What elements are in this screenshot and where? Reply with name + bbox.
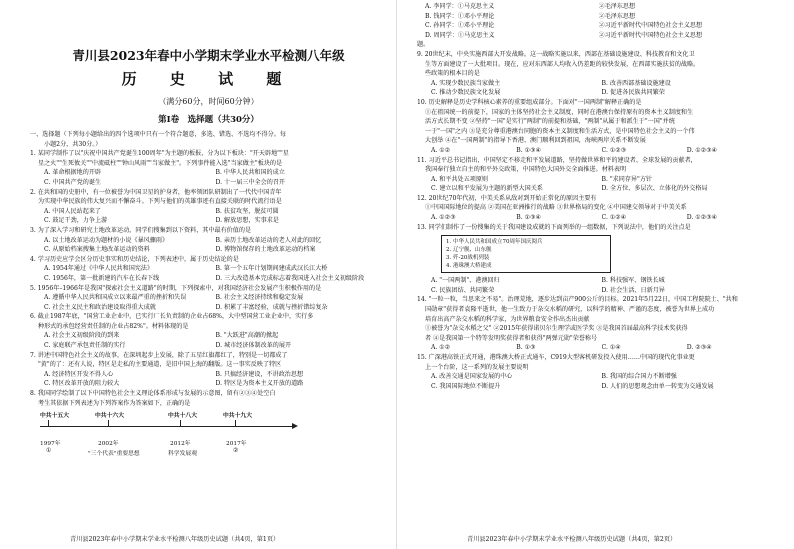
options: A. 革命根据地的开辟 B. 中华人民共和国的成立 [44, 169, 285, 177]
question-8: 8. 我国同学绘制了以下中国特色社会主义理论体系形成与发展的示意图，留有②③④处空白 考生其依据下列表述为下列答案作为答案如下，正确的是 中共十五大 中共十六大 中共十八大 中共十九大 1997年 2002年 2012年 2017年 ① "三个代表"重要思想 科学发展观 ② [30, 389, 387, 458]
timeline-tick [48, 420, 49, 426]
question-7: 7. 讲述中国特色社会主义的故事，在深圳起步上发展，除了五星红旗都红了，特别是一切都成了 "黄"的了：还有人说，特区是走私的主要通道，是旧中国上海的翻版。这一事实反映了特区 A. 经济特区开发不得人心 B. 只搞经济建设，不讲政治思想 C. 特区改革开放的阻力较大 D. 特区是为资本主义开放的道路 [30, 351, 304, 388]
exam-page-2 [397, 0, 794, 549]
timeline-tick [180, 420, 181, 426]
timeline-event: 科学发展观 [168, 451, 197, 458]
timeline-year: 2017年 [226, 441, 247, 448]
question-1: 1. 某同学制作了以"庆祝中国共产党诞生100周年"为主题的板报，分为以下板块："开天辟地""星 星之火""生死攸关""中流砥柱""钟山风雨""当家做主"。下列事件能入选"当家做主"板块的是 A. 革命根据地的开辟 B. 中华人民共和国的成立 C. 中国共产党的诞生 D. 十一届三中全会的召开 [30, 149, 387, 187]
achievement-box: 1. 中华人民共和国成立70周年国庆阅兵 2. 辽宁舰、山东舰 3. 歼-20战机列装 4. 港珠澳大桥建成 [441, 235, 611, 273]
timeline-congress: 中共十九大 [223, 413, 252, 420]
options: C. 中国共产党的诞生 D. 十一届三中全会的召开 [44, 178, 285, 186]
question-15: 15. 广深港高铁正式开通，港珠澳大桥正式通车，C919大型客机研发投入使用……中国的现代化事业更 上一个台阶，这一系列的发展主要说明 A. 改善交通是国家发展的中心 B. 我国的综合国力不断增强 C. 我国国际地位不断提升 D. 人们的思想观念由单一转变为交通发展 [417, 354, 714, 390]
section-title: 第Ⅰ卷 选择题（共30分） [158, 115, 259, 125]
question-6: 6. 截止1987年底，"国营工业企业中，已实行厂长负责制的企业占68%，大中型国营工业企业中，实行多 种形式的承包经营责任制的企业占82%"。材料体现的是 A. 社会主义初级阶段的到来 B. "大跃进"高潮的掀起 C. 家庭联产承包责任制的实行 D. 城市经济体制改革的展开 [30, 313, 314, 350]
question-3: 3. 为了深入学习和研究土地改革运动，同学们搜集到以下资料，其中最有价值的是 A. 以土地改革运动为题材的小说《暴风骤雨》 B. 亲历土地改革运动的老人对此的回忆 C. 从原始档案搜集土地改革运动的资料 D. 博物馆保存的土地改革运动的档案 [30, 226, 322, 254]
timeline-year: 2012年 [170, 441, 191, 448]
exam-title: 历 史 试 题 [121, 70, 296, 88]
question-2: 2. 在共和国的史册中，有一位被誉为中国卫星的护身者，他率领团队研制出了一代代中国青年 为实现中华民族的伟大复兴而不懈奋斗。下列与他们的英雄事迹有直接关联的时代流行语是 A. 中国人民站起来了 B. 扶贫攻坚，脱贫可圆 C. 鼓足干劲，力争上游 D. 解放思想，实事求是 [30, 188, 282, 225]
timeline-event: ② [233, 448, 239, 455]
page-footer: 青川县2023年春中小学期末学业水平检测八年级历史试题（共4页，第2页） [467, 536, 677, 543]
exam-score-info: （满分60分，时间60分钟） [158, 97, 259, 106]
page-footer: 青川县2023年春中小学期末学业水平检测八年级历史试题（共4页，第1页） [70, 536, 280, 543]
timeline-event: "三个代表"重要思想 [88, 451, 140, 458]
question-4: 4. 学习历史应学会区分历史事实和历史结论，下列表述中，属于历史结论的是 A. 1954年通过《中华人民共和国宪法》 B. 第一个五年计划期间建成武汉长江大桥 C. 1956年，第一批新建的汽车在长春下线 D. 三大改造基本完成标志着我国进入社会主义初级阶段 [30, 255, 365, 282]
timeline-year: 1997年 [40, 441, 61, 448]
instructions: 一、选择题（下列每小题给出的四个选项中只有一个符合题意，多选、错选、不选均不得分。每 小题2分，共30分。） [30, 131, 286, 148]
timeline-congress: 中共十五大 [40, 413, 69, 420]
question-13: 13. 同学们制作了一份搜集的关于我国建设成就的下面列举的一组数据，下列说法中，他们的关注点是 1. 中华人民共和国成立70周年国庆阅兵 2. 辽宁舰、山东舰 3. 歼-20战机列装 4. 港珠澳大桥建成 A. "一国两制"、港澳回归 B. 科技强军、钢铁长城 C. 民族团结、共同繁荣 D. 社会生活、日新月异 [417, 223, 691, 294]
timeline-event: ① [46, 448, 52, 455]
question-5: 5. 1956年–1966年是我国"探索社会主义道路"的时期，下列探索中，对我国经济社会发展产生积极作用的是 A. 遵循中华人民共和国成立以来最严重的挫折和失误 B. 社会主义经济持续和稳定发展 C. 社会主义民主和政治建设取得重大成就 D. 积累了丰富经验，成就与挫折错综复杂 [30, 284, 328, 311]
exam-header: 青川县2023年春中小学期末学业水平检测八年级 [72, 48, 345, 63]
timeline-diagram [40, 410, 295, 458]
question-12: 12. 20世纪70年代初，中美关系从敌对到开始正常化的原因主要有 ①中国国际地位的提高 ②美国在亚洲推行的战略 ③世界格局的变化 ④中国建交领导对于中美关系 A. ①②③ B. ①③④ C. ①②④ D. ①②③④ [417, 194, 718, 222]
timeline-tick [108, 420, 109, 426]
question-14: 14. "一粒一粒，当思来之不易"。治理荒地，逐步达到亩产900公斤的目标。2021年5月22日，中国工程院院士、"共和 国勋章"获得者袁隆平逝世，他一生致力于杂交水稻的研究，以科学的精神、严谨的态度，被誉为世界上成功 培育出高产杂交水稻的科学家，为世界粮食安全作出杰出贡献 ①被誉为"杂交水稻之父" ②2015年获得诺贝尔生理学或医学奖 ③是我国首届最高科学技术奖获得 者 ④是我国第一个特等发明奖获得者和获得"两弹元勋"荣誉称号 A. ①② B. ①③ C. ①④ D. ②③④ [417, 296, 738, 352]
timeline-congress: 中共十六大 [95, 413, 124, 420]
question-10: 10. 历史解释是历史学科核心素养的重要组成部分。下面对"一国两制"解释正确的是 ①在祖国统一的前提下，国家的主体坚持社会主义制度，同时在港澳台保持原有的资本主义制度和生 活方式长期不变 ②坚持"一国"是实行"两制"的前提和基础，"两制"从属于和派生于"一国"并统 一于"一国"之内 ③是充分尊重港澳台同胞的资本主义制度和生活方式，是中国特色社会主义的一个伟 大创举 ④在"一国两制"的指导下香港、澳门顺利回到祖国，海峡两岸关系不断发展 A. ①② B. ①③④ C. ①②③ D. ①②③④ [417, 98, 718, 154]
timeline-tick [235, 420, 236, 426]
arrow-right-icon [292, 423, 298, 429]
question-9: 9. 20世纪末，中央实施西部大开发战略。这一战略实施以来，西部在基础设施建设、科技教育和文化卫 生等方面建设了一大批项目。现在，应对东西部人均收入仍差距的较快发展，在西部实施扶贫的战略。 些政策的根本目的是 A. 实现少数民族当家做主 B. 改善西部基础设施建设 C. 推动少数民族文化发展 D. 促进各民族共同繁荣 [417, 50, 700, 97]
question-11: 11. 习近平总书记指出，中国坚定不移走和平发展道路，坚持做世界和平的建设者、全球发展的贡献者， 我国奉行独立自主的和平外交政策，中国特色大国外交全面推进。材料表明 A. 和平共处五项原则 B. "求同存异"方针 C. 建立以和平发展为主题的新型大国关系 D. 全方位、多层次、立体化的外交格局 [417, 156, 708, 193]
timeline-congress: 中共十八大 [168, 413, 197, 420]
timeline-axis [40, 426, 295, 427]
question-8-options: A. 李同学：①马克思主义 ②毛泽东思想 B. 钱同学：①邓小平理论 ②毛泽东思想 C. 孙同学：①邓小平理论 ②习近平新时代中国特色社会主义思想 D. 周同学：①马克思主义 ②习近平新时代中国特色社会主义思想 题。 [417, 3, 703, 49]
timeline-year: 2002年 [98, 441, 119, 448]
